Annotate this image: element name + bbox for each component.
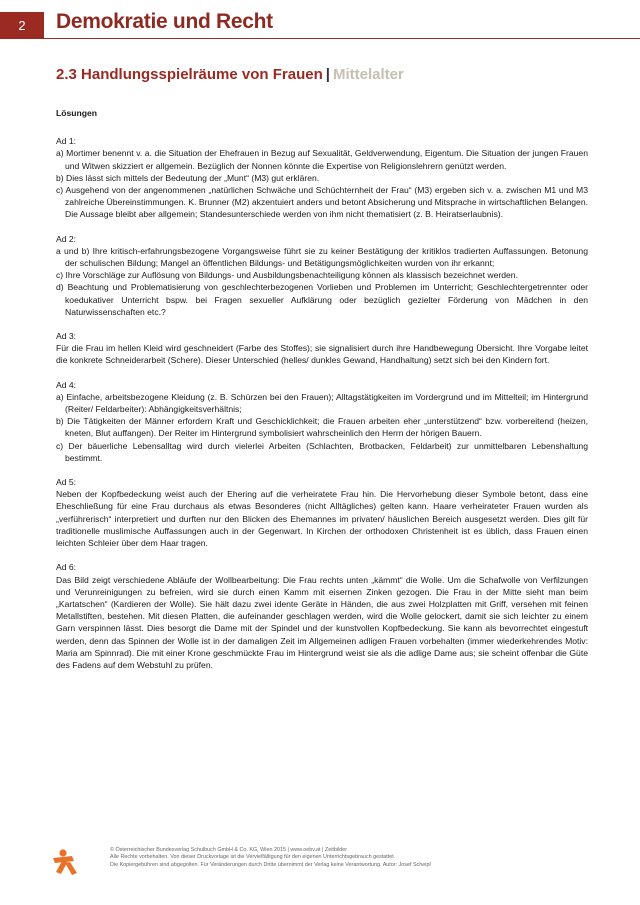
answer-item: c) Der bäuerliche Lebensalltag wird durch vielerlei Arbeiten (Schlachten, Brotbacken, Feldarbeit) zur unmittelbaren Lebenshaltung bestimmt. [56, 440, 588, 463]
answer-item: a) Mortimer benennt v. a. die Situation der Ehefrauen in Bezug auf Sexualität, Geldverwendung, Eigentum. Die Situation der jungen Frauen und Witwen skizziert er allgemein. Bezüglich der Nonnen könnte die Expertise von Religionslehrern genützt werden. [56, 148, 588, 171]
answer-block-2 [56, 233, 588, 318]
answer-label: Ad 3: [56, 331, 77, 342]
answer-block-5 [56, 476, 588, 549]
solutions-heading: Lösungen [56, 108, 98, 118]
answer-item: a) Einfache, arbeitsbezogene Kleidung (z. B. Schürzen bei den Frauen); Alltagstätigkeiten im Vordergrund und im Mittelteil; im Hintergrund (Reiter/ Feldarbeiter): Abhängigkeitsverhältnis; [56, 391, 588, 415]
copyright-notice [110, 847, 431, 869]
answer-label: Ad 4: [56, 379, 77, 390]
chapter-title: Demokratie und Recht [56, 10, 273, 33]
section-separator: | [325, 66, 330, 83]
section-subtitle: Mittelalter [332, 66, 404, 83]
answer-block-4 [56, 379, 588, 464]
answer-item: a und b) Ihre kritisch-erfahrungsbezogene Vorgangsweise führt sie zu keiner Bestätigung der kritiklos tradierten Auffassungen. Betonung der schulischen Bildung; Mangel an öffentlichen Bildungs- und Betätigungsmöglichkeiten wurden von ihr erkannt; [56, 245, 588, 269]
copyright-line: © Österreichischer Bundesverlag Schulbuch GmbH & Co. KG, Wien 2015 | www.oebv.at | Zeitbilder [110, 847, 348, 853]
section-heading [56, 66, 404, 83]
answer-label: Ad 2: [56, 233, 77, 244]
answer-item: b) Die Tätigkeiten der Männer erfordern Kraft und Geschicklichkeit; die Frauen arbeiten eher „unterstützend“ bzw. vorbereitend (heizen, kneten, Blut auffangen). Der Reiter im Hintergrund symbolisiert wahrscheinlich den Herrn der hörigen Bauern. [56, 416, 588, 439]
copyright-line: Alle Rechte vorbehalten. Von dieser Druckvorlage ist die Vervielfältigung für den eigenen Unterrichtsgebrauch gestattet. [110, 854, 396, 861]
answer-block-1 [56, 135, 588, 220]
page-footer [50, 848, 610, 893]
section-title: Handlungsspielräume von Frauen [81, 66, 323, 83]
publisher-logo-icon [50, 848, 78, 876]
answer-item: c) Ausgehend von der angenommenen „natürlichen Schwäche und Schüchternheit der Frau“ (M3) ergeben sich v. a. zwischen M1 und M3 zahlreiche Übereinstimmungen. K. Brunner (M2) akzentuiert anders und betont Absicherung und Mitsprache in wirtschaftlichen Belangen. Die Aussage bleibt aber allgemein; Standesunterschiede werden von ihm nicht thematisiert (z. B. Heiratserlaubnis). [56, 185, 588, 220]
answer-paragraph: Neben der Kopfbedeckung weist auch der Ehering auf die verheiratete Frau hin. Die Hervorhebung dieser Symbole betont, dass eine Eheschließung für eine Frau durchaus als etwas Besonderes (nicht Alltägliches) gelten kann. Haare verheirateter Frauen wurden als „verführerisch“ interpretiert und durften nur den Blicken des Ehemannes im privaten/ häuslichen Bereich ausgesetzt werden. Dies gilt für traditionelle muslimische Auffassungen auch in der Gegenwart. In Kirchen der orthodoxen Christenheit ist es üblich, dass Frauen einen leichten Schleier über dem Haar tragen. [56, 489, 588, 549]
copyright-line: Die Kopiergebühren sind abgegolten. Für Veränderungen durch Dritte übernimmt der Verlag keine Verantwortung. Autor: Josef Scheipl [110, 861, 431, 868]
header-divider [44, 38, 640, 39]
answer-block-6 [56, 561, 588, 671]
answer-paragraph: Das Bild zeigt verschiedene Abläufe der Wollbearbeitung: Die Frau rechts unten „kämmt“ die Wolle. Um die Schafwolle von Verfilzungen und Verunreinigungen zu befreien, wird sie durch einen Kamm mit eisernen Zinken gezogen. Die Frau in der Mitte sieht man beim „Kartatschen“ (Kardieren der Wolle). Sie hält dazu zwei idente Geräte in Händen, die aus zwei Holzplatten mit Griff, versehen mit feinen Metallstiften, bestehen. Mit diesen Platten, die aufeinander geschlagen werden, wird die Wolle gelockert, damit sie sich leichter zu einem Garn verspinnen lässt. Dies besorgt die Dame mit der Spindel und der kunstvollen Kopfbedeckung. Sie kann als bevorrechtet eingestuft werden, denn das Spinnen der Wolle ist in der damaligen Zeit im Allgemeinen adligen Frauen vorbehalten (immer wiederkehrendes Motiv: Maria am Spinnrad). Die mit einer Krone geschmückte Frau im Hintergrund weist sie als die adlige Dame aus; sie scheint offenbar die Güte des Fadens auf dem Webstuhl zu prüfen. [56, 574, 588, 670]
page-number: 2 [0, 12, 44, 39]
answer-label: Ad 1: [56, 136, 77, 147]
answer-block-3 [56, 330, 588, 367]
answer-item: b) Dies lässt sich mittels der Bedeutung der „Munt“ (M3) gut erklären. [56, 172, 320, 183]
answer-label: Ad 6: [56, 562, 77, 573]
answer-item: d) Beachtung und Problematisierung von geschlechterbezogenen Vorlieben und Problemen im Unterricht; Geschlechtergetrennter oder koedukativer Unterricht bspw. bei Fragen sexueller Aufklärung oder bezüglich gezielter Förderung von Mädchen in den Naturwissenschaften etc.? [56, 282, 588, 317]
answer-item: c) Ihre Vorschläge zur Auflösung von Bildungs- und Ausbildungsbenachteiligung können als klassisch bezeichnet werden. [56, 270, 518, 281]
section-number: 2.3 [56, 66, 77, 83]
document-body [56, 107, 588, 683]
page-header [0, 0, 640, 40]
answer-label: Ad 5: [56, 477, 77, 488]
answer-paragraph: Für die Frau im hellen Kleid wird geschneidert (Farbe des Stoffes); sie signalisiert durch ihre Handbewegung Übersicht. Ihre Vorgabe leitet die konkrete Schneiderarbeit (Schere). Dieser Unterschied (helles/ dunkles Gewand, Handhaltung) setzt sich bei den Kindern fort. [56, 343, 588, 366]
